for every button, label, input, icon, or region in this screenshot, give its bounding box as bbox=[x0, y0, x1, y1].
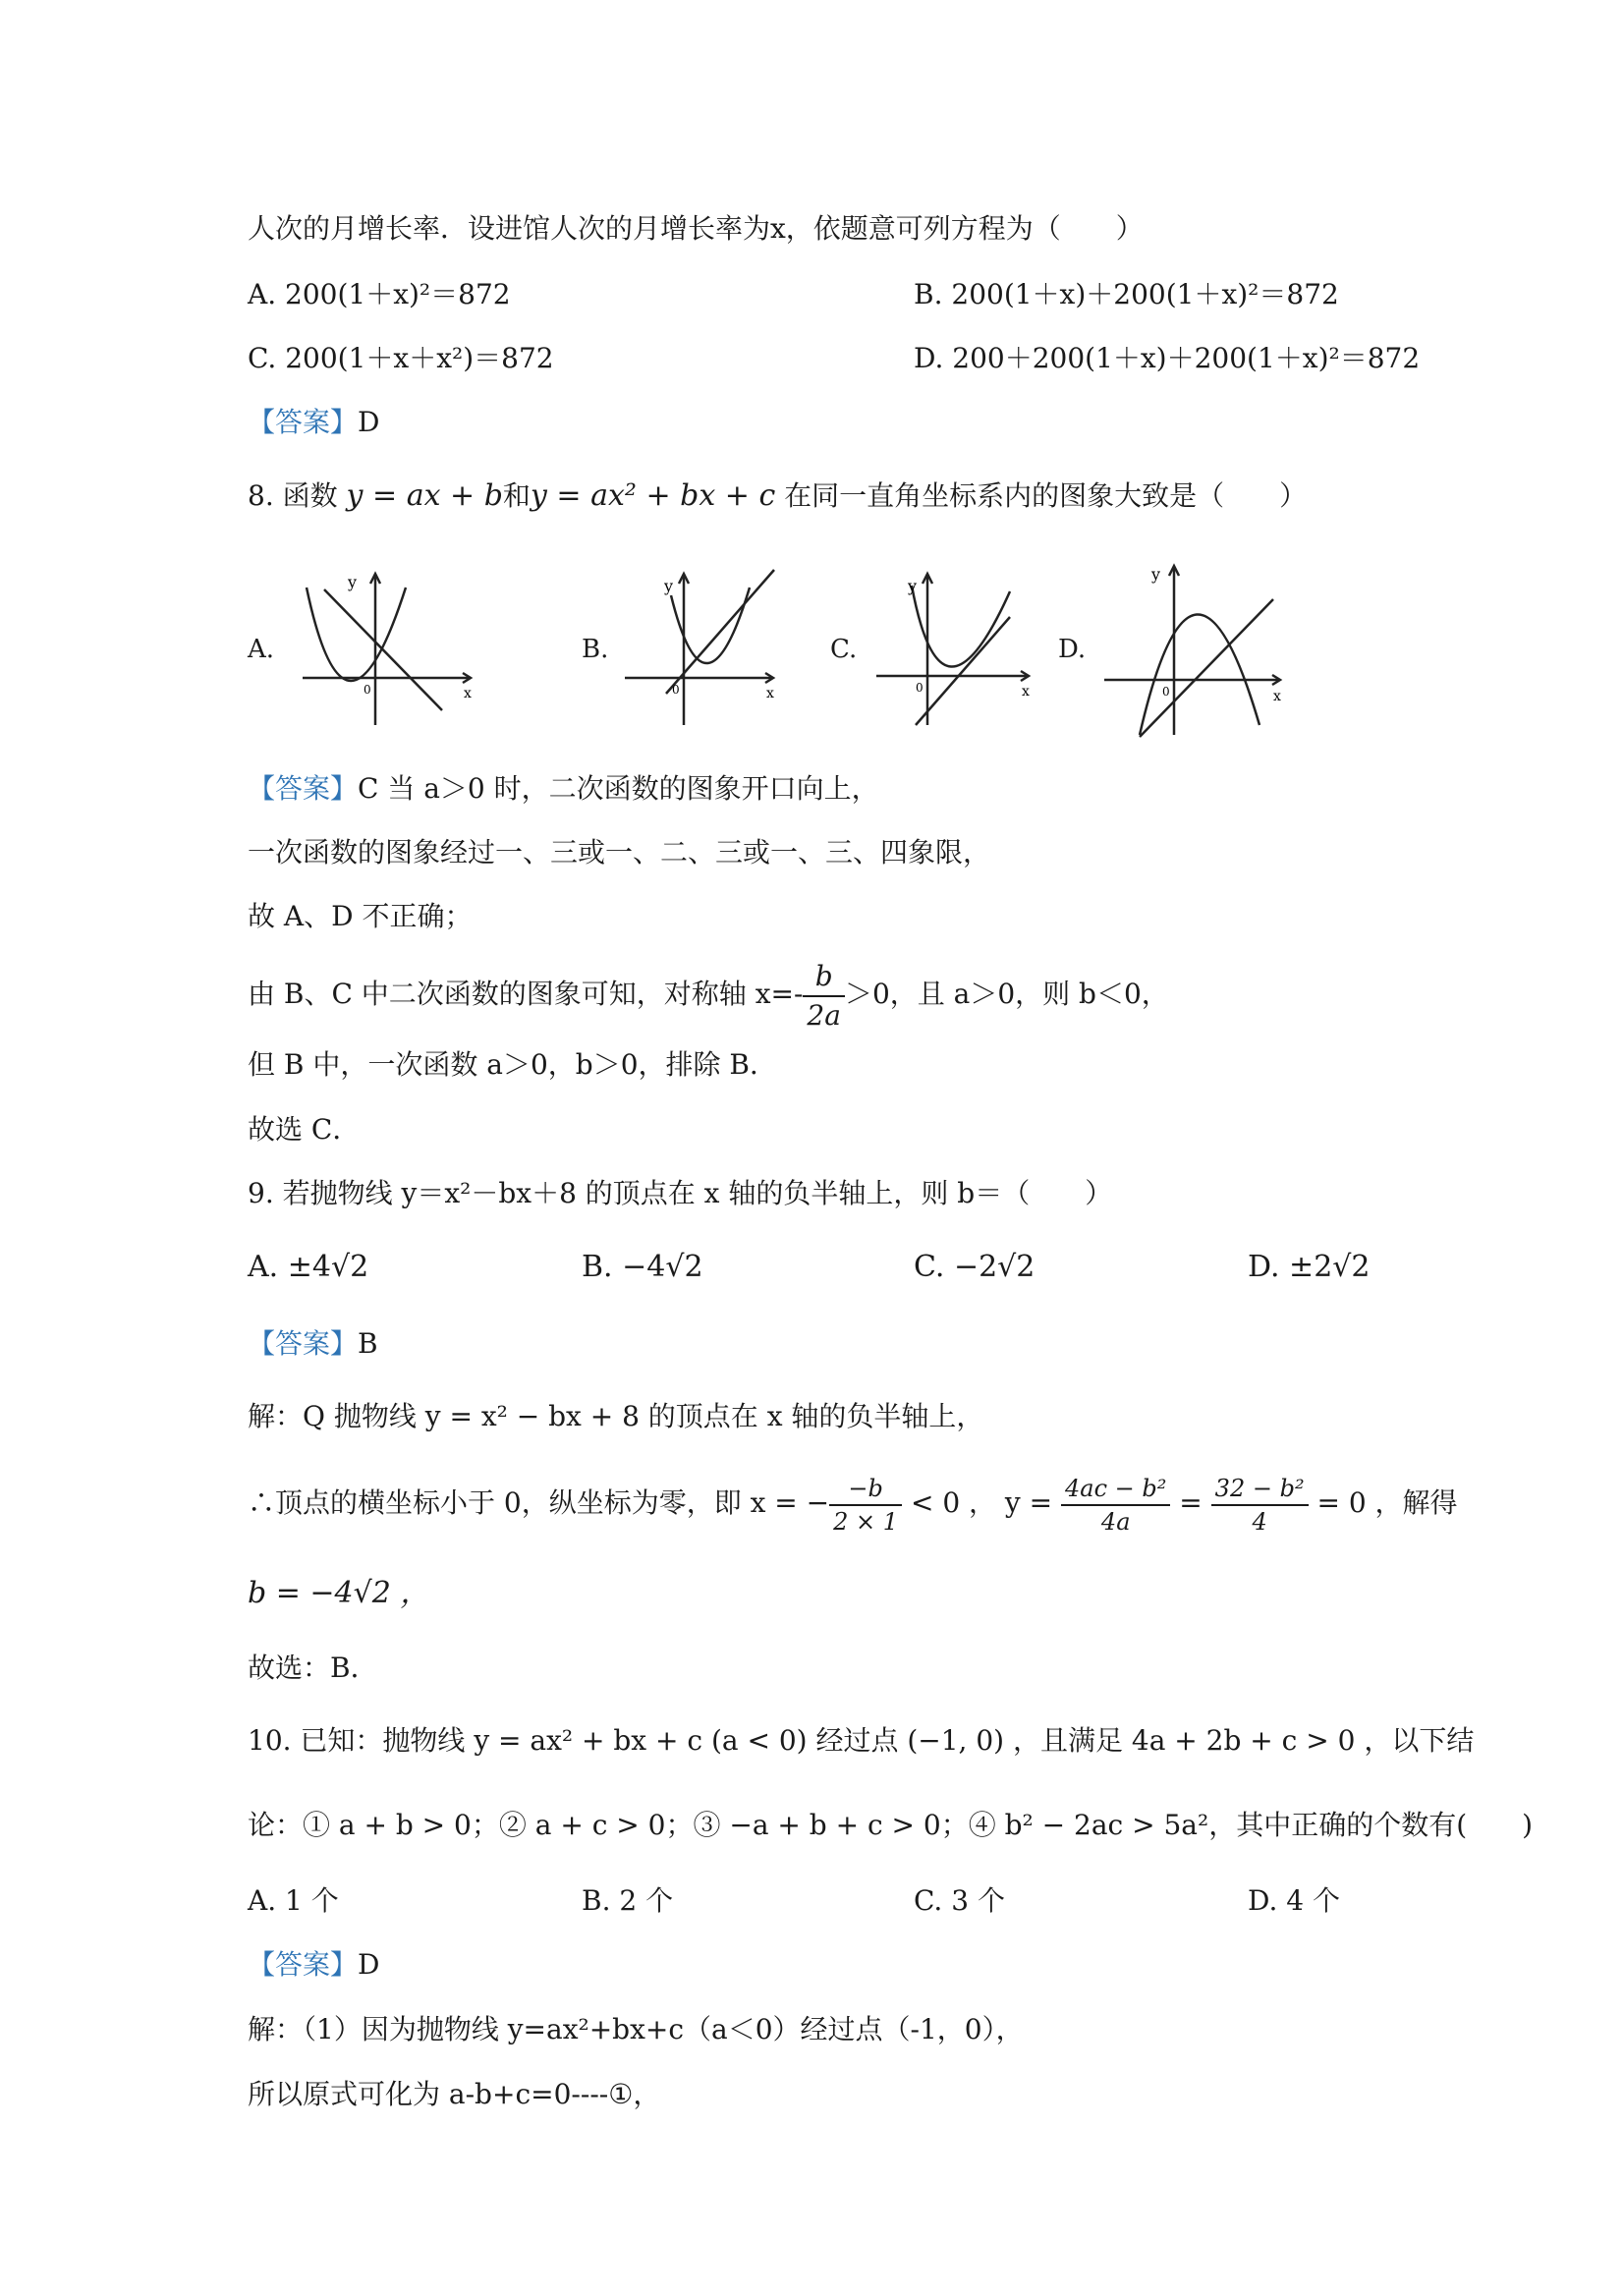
origin-label: 0 bbox=[364, 683, 371, 697]
x-axis-label: x bbox=[1273, 689, 1281, 704]
line bbox=[324, 589, 442, 710]
sol2-pre: ∴顶点的横坐标小于 0，纵坐标为零，即 x = − bbox=[248, 1486, 830, 1519]
answer-tag: 【答案】 bbox=[248, 1327, 359, 1360]
q9-stem: 9. 若抛物线 y＝x²－bx＋8 的顶点在 x 轴的负半轴上，则 b＝（ ） bbox=[248, 1177, 1113, 1209]
q9-option-c: C. −2√2 bbox=[914, 1250, 1035, 1284]
q8-solution-line-3 bbox=[248, 953, 1169, 1036]
q7-answer bbox=[248, 403, 379, 442]
q7-option-d: D. 200＋200(1＋x)＋200(1＋x)²＝872 bbox=[914, 342, 1421, 374]
q8-solution-line-2: 故 A、D 不正确； bbox=[248, 900, 473, 932]
q10-answer bbox=[248, 1945, 379, 1985]
fraction-denominator: 4a bbox=[1100, 1507, 1131, 1536]
q8-solution-line-1: 一次函数的图象经过一、三或一、二、三或一、三、四象限， bbox=[248, 836, 991, 868]
q10-option-c: C. 3 个 bbox=[914, 1884, 1005, 1917]
q8-solution-line-5: 故选 C． bbox=[248, 1113, 361, 1146]
q10-solution-line-1: 解：（1）因为抛物线 y=ax²+bx+c（a＜0）经过点（-1，0）， bbox=[248, 2013, 1024, 2045]
fraction-numerator: b bbox=[803, 958, 845, 997]
q7-option-a: A. 200(1＋x)²＝872 bbox=[248, 278, 511, 310]
q8-answer bbox=[248, 769, 879, 809]
sol3-post: ＞0，且 a＞0，则 b＜0， bbox=[844, 978, 1169, 1010]
answer-text: C 当 a＞0 时，二次函数的图象开口向上， bbox=[358, 772, 879, 805]
q8-eq2: y = ax² + bx + c bbox=[530, 478, 776, 513]
parabola bbox=[307, 588, 406, 681]
x-axis-label: x bbox=[1022, 684, 1030, 700]
q8-graph-b bbox=[617, 568, 784, 730]
sol2-mid: < 0 ， y = bbox=[910, 1486, 1053, 1519]
q8-graph-label-a: A. bbox=[248, 635, 275, 664]
answer-tag: 【答案】 bbox=[248, 406, 359, 438]
answer-value: D bbox=[358, 406, 380, 438]
q8-graph-label-c: C. bbox=[830, 635, 858, 664]
fraction-4ac-minus-b2 bbox=[1061, 1473, 1170, 1538]
x-axis-label: x bbox=[766, 686, 774, 701]
fraction-32-minus-b2 bbox=[1211, 1473, 1309, 1538]
q9-solution-line-1: 解：Q 抛物线 y = x² − bx + 8 的顶点在 x 轴的负半轴上， bbox=[248, 1400, 984, 1432]
answer-value: D bbox=[358, 1948, 380, 1981]
q10-solution-line-2: 所以原式可化为 a-b+c=0----①， bbox=[248, 2078, 661, 2110]
line bbox=[916, 617, 1010, 725]
q9-option-a: A. ±4√2 bbox=[248, 1250, 369, 1284]
q9-solution-line-4: 故选：B． bbox=[248, 1652, 378, 1684]
q8-graph-label-b: B. bbox=[582, 635, 609, 664]
q9-answer bbox=[248, 1324, 378, 1364]
q9-option-b: B. −4√2 bbox=[582, 1250, 703, 1284]
fraction-denominator: 2 × 1 bbox=[833, 1507, 899, 1536]
q8-tail: 在同一直角坐标系内的图象大致是（ ） bbox=[784, 479, 1308, 512]
q9-solution-line-3: b = −4√2 ， bbox=[248, 1576, 430, 1610]
q8-stem bbox=[248, 476, 1307, 516]
sol3-pre: 由 B、C 中二次函数的图象可知，对称轴 x=- bbox=[248, 978, 804, 1010]
y-axis-label: y bbox=[1151, 565, 1161, 584]
q9-option-d: D. ±2√2 bbox=[1248, 1250, 1371, 1284]
q8-solution-line-4: 但 B 中，一次函数 a＞0，b＞0，排除 B． bbox=[248, 1048, 778, 1081]
q10-stem-line-1: 10. 已知：抛物线 y = ax² + bx + c (a < 0) 经过点 (−1, 0) ，且满足 4a + 2b + c > 0 ，以下结 bbox=[248, 1724, 1475, 1757]
fraction-neg-b-over-2 bbox=[829, 1473, 902, 1538]
q8-number: 8. 函数 bbox=[248, 479, 338, 512]
answer-value: B bbox=[358, 1327, 378, 1360]
y-axis-label: y bbox=[908, 577, 918, 595]
q7-option-c: C. 200(1＋x＋x²)＝872 bbox=[248, 342, 554, 374]
q7-option-b: B. 200(1＋x)＋200(1＋x)²＝872 bbox=[914, 278, 1339, 310]
x-axis-label: x bbox=[464, 686, 472, 701]
q10-option-b: B. 2 个 bbox=[582, 1884, 674, 1917]
fraction-numerator: 4ac − b² bbox=[1061, 1473, 1170, 1506]
q8-graph-a bbox=[295, 568, 481, 730]
q9-solution-line-2: ∴顶点的横坐标小于 0，纵坐标为零，即 x = − $\frac{-b}{2 \times 1}$ < 0 ， y = $\frac{\text{4ac − b²}}{4a}$ = $\frac{\text{32 − b²}}{4}$ = 0 ，解得 bbox=[248, 1474, 1458, 1536]
origin-label: 0 bbox=[1162, 685, 1170, 699]
answer-tag: 【答案】 bbox=[248, 1948, 359, 1981]
q10-stem-line-2: 论：① a + b > 0；② a + c > 0；③ −a + b + c > 0；④ b² − 2ac > 5a²，其中正确的个数有( ) bbox=[248, 1809, 1534, 1841]
q8-and: 和 bbox=[502, 479, 531, 512]
fraction-denominator: 2a bbox=[807, 998, 841, 1032]
fraction-b-over-2a bbox=[803, 958, 845, 1035]
q7-stem-tail: 人次的月增长率．设进馆人次的月增长率为x，依题意可列方程为（ ） bbox=[248, 212, 1144, 245]
line bbox=[1140, 599, 1273, 737]
fraction-denominator: 4 bbox=[1252, 1507, 1267, 1536]
q8-eq1: y = ax + b bbox=[346, 478, 503, 513]
y-axis-label: y bbox=[348, 573, 358, 591]
q10-option-a: A. 1 个 bbox=[248, 1884, 339, 1917]
q8-graph-label-d: D. bbox=[1058, 635, 1087, 664]
q8-graph-c bbox=[872, 568, 1039, 730]
fraction-numerator: −b bbox=[829, 1473, 902, 1506]
fraction-numerator: 32 − b² bbox=[1211, 1473, 1309, 1506]
q10-option-d: D. 4 个 bbox=[1248, 1884, 1340, 1917]
answer-tag: 【答案】 bbox=[248, 772, 359, 805]
y-axis-label: y bbox=[664, 577, 674, 595]
origin-label: 0 bbox=[916, 681, 923, 695]
q8-graph-d bbox=[1100, 558, 1292, 745]
sol2-post: = 0 ，解得 bbox=[1316, 1486, 1458, 1519]
origin-label: 0 bbox=[672, 683, 680, 697]
